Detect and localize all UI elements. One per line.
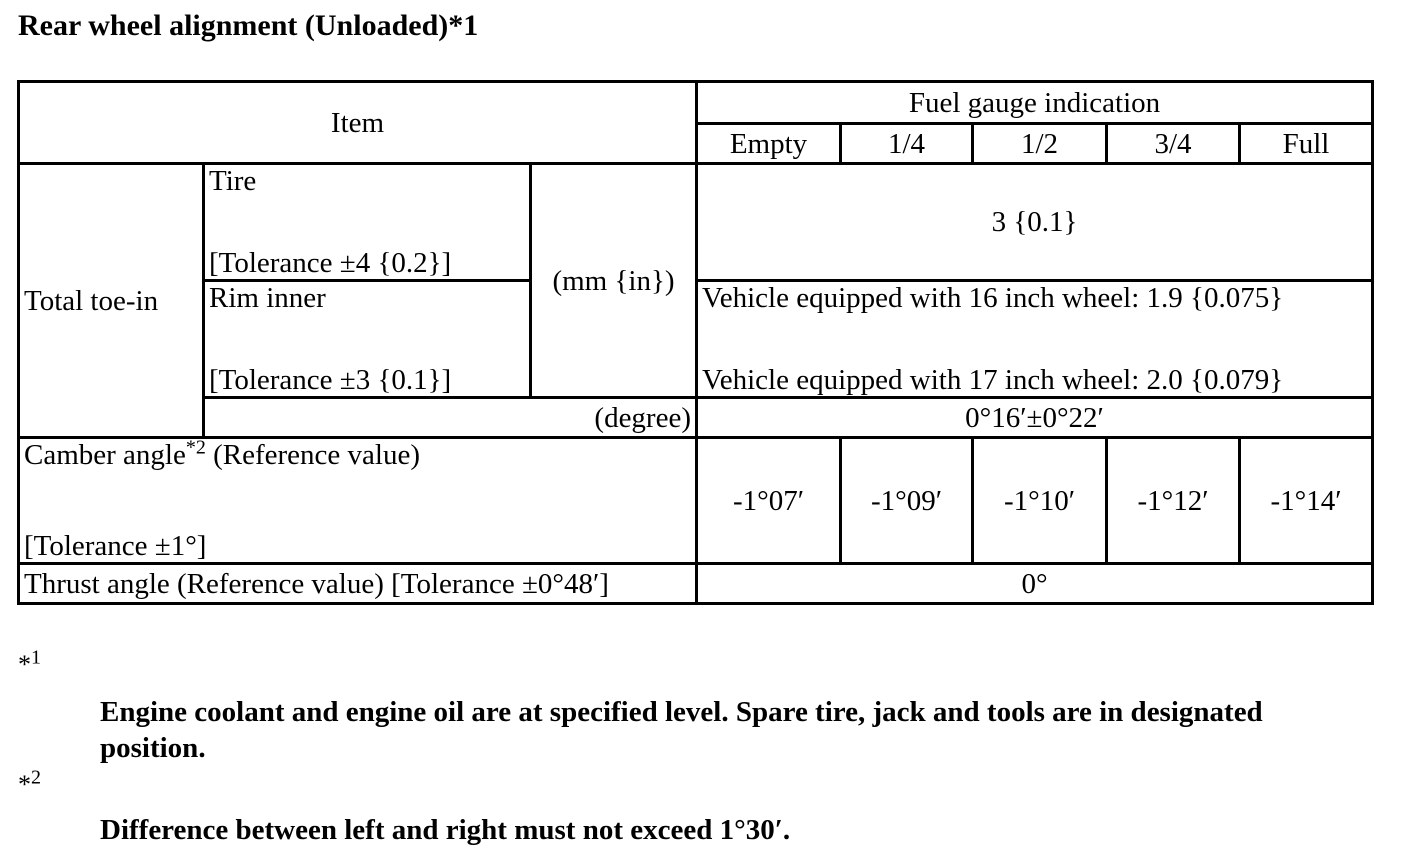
level-quarter: 1/4: [841, 124, 973, 164]
level-full: Full: [1240, 124, 1373, 164]
tire-value: 3 {0.1}: [697, 164, 1373, 281]
tire-cell: [204, 164, 531, 281]
tire-tolerance: [Tolerance ±4 {0.2}]: [209, 247, 452, 279]
note-1-text: Engine coolant and engine oil are at specified level. Spare tire, jack and tools are in designated position.: [100, 696, 1263, 764]
camber-value-half: -1°10′: [973, 438, 1107, 564]
unit-mm: (mm {in}): [531, 164, 697, 398]
camber-footnote-mark: *2: [185, 436, 206, 459]
level-three-quarter: 3/4: [1107, 124, 1240, 164]
note-1-mark: *$^1$: [18, 646, 41, 679]
camber-cell: [19, 438, 697, 564]
toe-in-label: Total toe-in: [19, 164, 204, 438]
rim-tolerance: [Tolerance ±3 {0.1}]: [209, 364, 452, 396]
header-fuel-gauge: Fuel gauge indication: [697, 82, 1373, 124]
alignment-table: [17, 80, 1374, 605]
rim-cell: [204, 281, 531, 398]
unit-degree: (degree): [204, 398, 697, 438]
degree-value: 0°16′±0°22′: [697, 398, 1373, 438]
note-2-text: Difference between left and right must not exceed 1°30′.: [100, 814, 791, 846]
camber-tolerance: [Tolerance ±1°]: [24, 530, 207, 562]
tire-label: Tire: [209, 165, 257, 197]
header-item: Item: [19, 82, 697, 164]
camber-value-full: -1°14′: [1240, 438, 1373, 564]
thrust-value: 0°: [697, 564, 1373, 604]
camber-value-quarter: -1°09′: [841, 438, 973, 564]
rim-label: Rim inner: [209, 282, 326, 314]
thrust-label: Thrust angle (Reference value) [Tolerance ±0°48′]: [19, 564, 697, 604]
level-half: 1/2: [973, 124, 1107, 164]
page-title: Rear wheel alignment (Unloaded)*1: [18, 9, 479, 42]
rim-value-16: Vehicle equipped with 16 inch wheel: 1.9 {0.075}: [702, 282, 1284, 314]
rim-value-17: Vehicle equipped with 17 inch wheel: 2.0 {0.079}: [702, 364, 1284, 396]
rim-value-cell: [697, 281, 1373, 398]
level-empty: Empty: [697, 124, 841, 164]
camber-value-three-quarter: -1°12′: [1107, 438, 1240, 564]
camber-value-empty: -1°07′: [697, 438, 841, 564]
camber-label: Camber angle$^{*2}$ (Reference value): [24, 436, 420, 471]
note-2-mark: *$^2$: [18, 766, 41, 799]
